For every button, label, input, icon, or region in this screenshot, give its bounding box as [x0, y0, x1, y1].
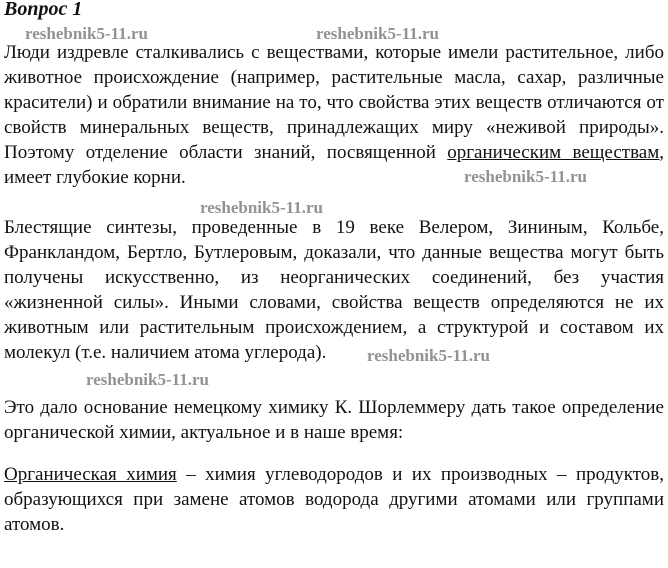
- paragraph-syntheses: Блестящие синтезы, проведенные в 19 веке Велером, Зининым, Кольбе, Франкландом, Бертло, Бутлеровым, доказали, что данные вещества могут быть получены искусственно, из неорганических соединений, без участия «жизненной силы». Иными словами, свойства веществ определяются не их животным или растительным происхождением, а структурой и составом их молекул (т.е. наличием атома углерода).: [4, 217, 664, 363]
- watermark: reshebnik5-11.ru: [25, 24, 148, 43]
- underlined-term-organic-chemistry: Органическая химия: [4, 464, 177, 485]
- paragraph-history-end: , имеет глубокие корни.: [4, 142, 664, 188]
- watermark: reshebnik5-11.ru: [464, 167, 587, 186]
- paragraph-definition: [4, 462, 664, 537]
- watermark: reshebnik5-11.ru: [367, 346, 490, 365]
- watermark: reshebnik5-11.ru: [200, 198, 323, 217]
- underlined-term-organic-substances: органическим веществам: [447, 142, 660, 163]
- watermark: reshebnik5-11.ru: [316, 24, 439, 43]
- definition-text: – химия углеводородов и их производных – продуктов, образующихся при замене атомов водорода другими атомами или группами атомов.: [4, 464, 664, 535]
- watermark: reshebnik5-11.ru: [86, 370, 209, 389]
- question-heading: Вопрос 1: [4, 0, 83, 20]
- paragraph-history-text: Люди издревле сталкивались с веществами, которые имели растительное, либо животное происхождение (например, растительные масла, сахар, различные красители) и обратили внимание на то, что свойства этих веществ отличаются от свойств минеральных веществ, принадлежащих миру «неживой природы». Поэтому отделение области знаний, посвященной: [4, 42, 664, 163]
- paragraph-schorlemmer: Это дало основание немецкому химику К. Шорлеммеру дать такое определение органической химии, актуальное и в наше время:: [4, 397, 664, 443]
